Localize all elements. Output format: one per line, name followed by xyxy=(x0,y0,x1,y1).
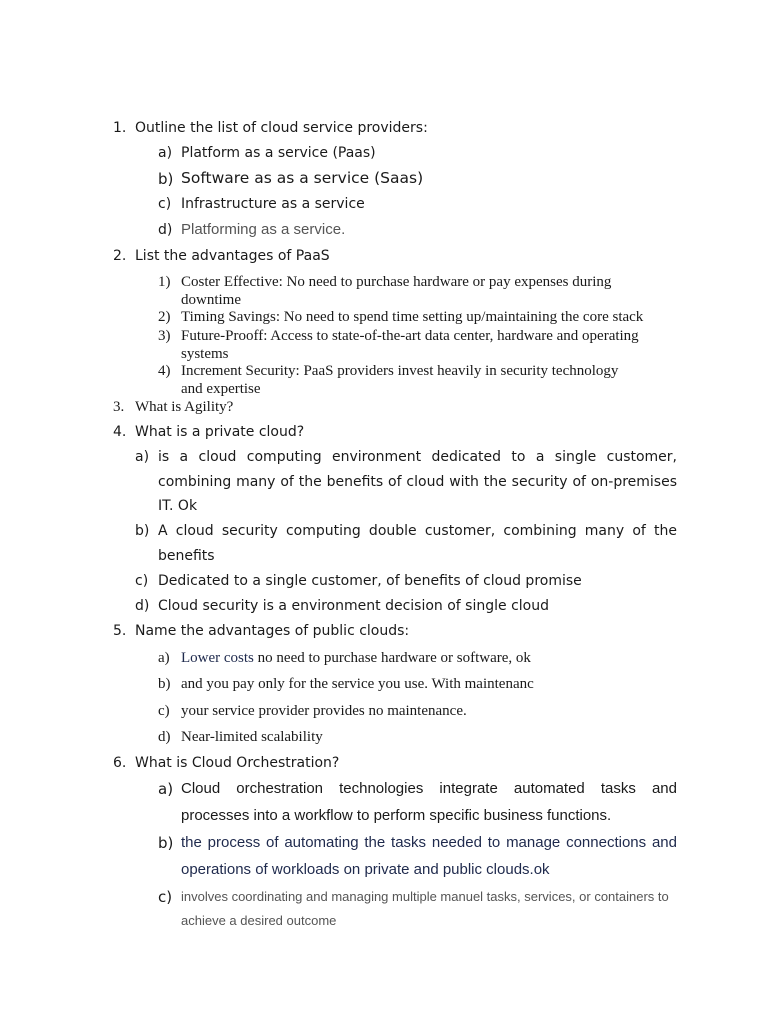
option-number: a) xyxy=(158,780,174,798)
option-text-continued: achieve a desired outcome xyxy=(181,913,337,928)
question-text: Outline the list of cloud service providers: xyxy=(135,120,428,136)
option-number: b) xyxy=(135,523,150,539)
option-text-continued: processes into a workflow to perform specific business functions. xyxy=(181,807,612,824)
option-number: d) xyxy=(158,222,173,238)
question-text: What is a private cloud? xyxy=(135,424,305,440)
option-number: a) xyxy=(135,449,150,465)
item-text: Future-Prooff: Access to state-of-the-art data center, hardware and operating xyxy=(181,328,639,344)
option-number: a) xyxy=(158,145,173,161)
option-text-continued: benefits xyxy=(158,548,215,564)
option-number: d) xyxy=(158,729,171,745)
item-text-continued: and expertise xyxy=(181,381,261,397)
option-text-continued: operations of workloads on private and public clouds.ok xyxy=(181,861,550,878)
option-text: Platforming as a service. xyxy=(181,221,346,238)
option-text: Dedicated to a single customer, of benefits of cloud promise xyxy=(158,573,582,589)
option-number: d) xyxy=(135,598,150,614)
option-text-continued: IT. Ok xyxy=(158,498,198,514)
item-number: 4) xyxy=(158,363,171,379)
option-number: b) xyxy=(158,834,174,852)
question-text: List the advantages of PaaS xyxy=(135,248,330,264)
question-number: 6. xyxy=(113,755,127,771)
option-text-rest: no need to purchase hardware or software, ok xyxy=(253,650,531,666)
option-text: Cloud orchestration technologies integrate automated tasks and xyxy=(181,780,677,797)
question-number: 1. xyxy=(113,120,127,136)
option-text: Near-limited scalability xyxy=(181,729,323,745)
item-text: Coster Effective: No need to purchase hardware or pay expenses during xyxy=(181,274,612,290)
question-text: Name the advantages of public clouds: xyxy=(135,623,410,639)
question-number: 2. xyxy=(113,248,127,264)
option-text: Software as as a service (Saas) xyxy=(181,169,424,187)
option-text: Platform as a service (Paas) xyxy=(181,145,376,161)
option-number: c) xyxy=(158,703,170,719)
option-text-continued: combining many of the benefits of cloud with the security of on-premises xyxy=(158,474,677,490)
highlighted-term: Lower costs xyxy=(181,650,254,666)
option-text: the process of automating the tasks needed to manage connections and xyxy=(181,834,677,851)
option-number: b) xyxy=(158,170,174,188)
item-text-continued: downtime xyxy=(181,292,241,308)
option-text: A cloud security computing double customer, combining many of the xyxy=(158,523,677,539)
option-number: c) xyxy=(158,196,172,212)
question-number: 3. xyxy=(113,399,125,415)
question-number: 5. xyxy=(113,623,127,639)
option-text: is a cloud computing environment dedicated to a single customer, xyxy=(158,449,677,465)
item-text: Increment Security: PaaS providers invest heavily in security technology xyxy=(181,363,619,379)
option-text: Cloud security is a environment decision of single cloud xyxy=(158,598,549,614)
option-number: c) xyxy=(135,573,149,589)
question-number: 4. xyxy=(113,424,127,440)
item-text-continued: systems xyxy=(181,346,229,362)
question-text: What is Cloud Orchestration? xyxy=(135,755,340,771)
item-number: 3) xyxy=(158,328,171,344)
item-number: 1) xyxy=(158,274,171,290)
option-text xyxy=(181,650,531,667)
option-text: Infrastructure as a service xyxy=(181,196,365,212)
option-number: a) xyxy=(158,650,170,666)
item-number: 2) xyxy=(158,309,171,325)
option-text: involves coordinating and managing multiple manuel tasks, services, or containers to xyxy=(181,889,669,904)
item-text: Timing Savings: No need to spend time setting up/maintaining the core stack xyxy=(181,309,644,325)
question-text: What is Agility? xyxy=(135,399,234,415)
option-number: b) xyxy=(158,676,171,692)
option-text: and you pay only for the service you use. With maintenanc xyxy=(181,676,534,692)
option-number: c) xyxy=(158,888,173,906)
option-text: your service provider provides no maintenance. xyxy=(181,703,467,719)
